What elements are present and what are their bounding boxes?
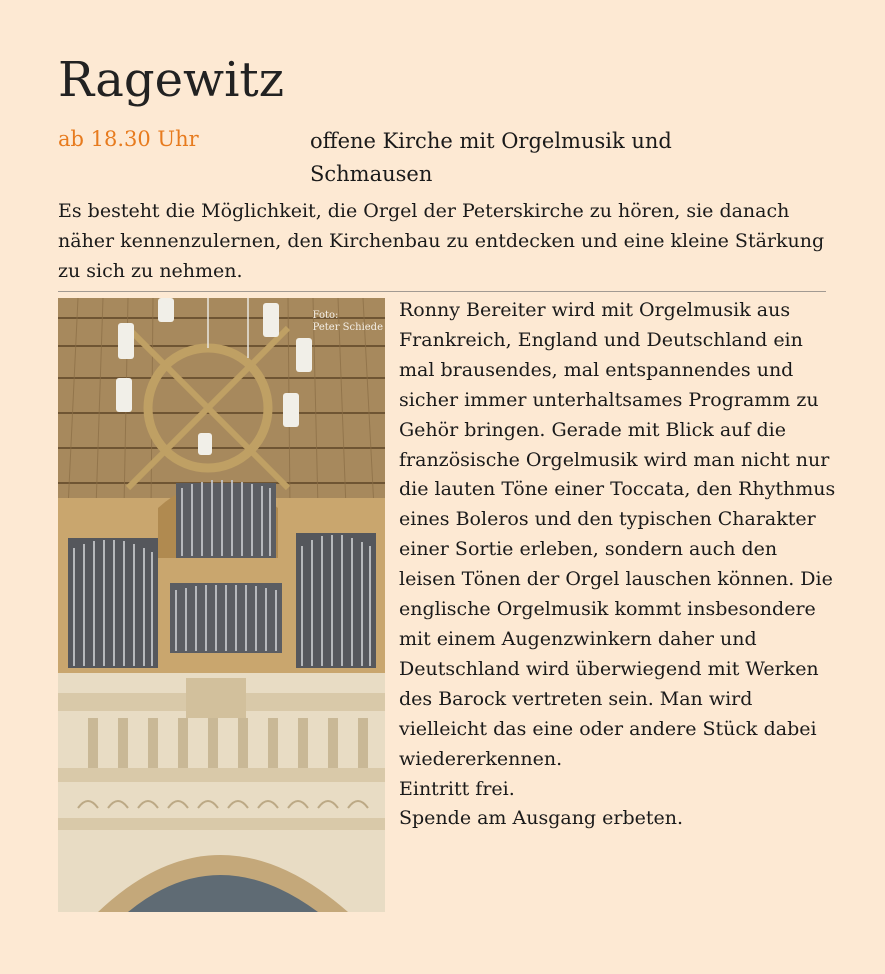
intro-paragraph: Es besteht die Möglichkeit, die Orgel der Peterskirche zu hören, sie danach näher kennenzulernen, den Kirchenbau zu entdecken und eine kleine Stärkung zu sich zu nehmen. [58, 200, 825, 282]
divider [58, 291, 826, 292]
organ-illustration [58, 298, 385, 912]
organ-photo [58, 298, 385, 912]
donation-note: Spende am Ausgang erbeten. [399, 807, 684, 830]
photo-credit-name: Peter Schiede [312, 322, 383, 333]
photo-credit-label: Foto: [312, 310, 339, 321]
admission-note: Eintritt frei. [399, 777, 515, 800]
photo-credit [313, 310, 383, 334]
event-title: offene Kirche mit Orgelmusik und Schmausen [310, 129, 672, 186]
event-description [399, 296, 839, 834]
event-time: ab 18.30 Uhr [58, 127, 199, 151]
description-paragraph: Ronny Bereiter wird mit Orgelmusik aus Frankreich, England und Deutschland ein mal brausendes, mal entspannendes und sicher immer unterhaltsames Programm zu Gehör bringen. Gerade mit Blick auf die französische Orgelmusik wird man nicht nur die lauten Töne einer Toccata, den Rhythmus eines Boleros und den typischen Charakter einer Sortie erleben, sondern auch den leisen Tönen der Orgel lauschen können. Die englische Orgelmusik kommt insbesondere mit einem Augenzwinkern daher und Deutschland wird überwiegend mit Werken des Barock vertreten sein. Man wird vielleicht das eine oder andere Stück dabei wiedererkennen. [399, 299, 836, 770]
page-title: Ragewitz [58, 52, 285, 108]
